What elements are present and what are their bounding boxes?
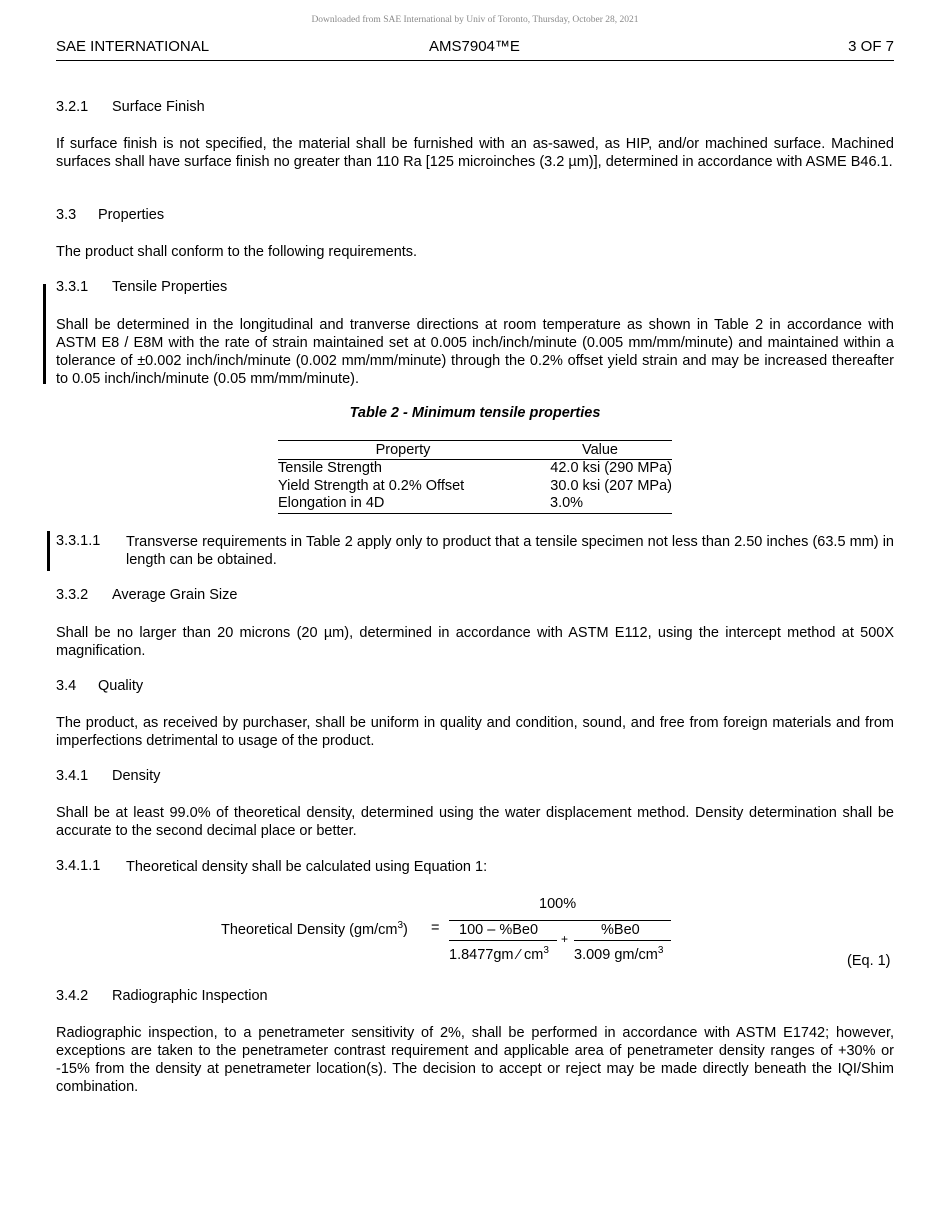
section-heading-3-4-2 [56,988,268,1004]
change-bar [47,531,50,571]
main-fraction-bar [449,920,671,921]
table-header-property: Property [278,441,528,460]
paragraph-theoretical-density: Theoretical density shall be calculated using Equation 1: [126,859,488,875]
paragraph-properties: The product shall conform to the following requirements. [56,244,418,260]
section-title: Average Grain Size [112,587,238,603]
paragraph-quality: The product, as received by purchaser, shall be uniform in quality and condition, sound, and free from foreign materials and from imperfections detrimental to usage of the product. [56,715,894,749]
page-header [56,38,894,61]
table-caption: Table 2 - Minimum tensile properties [349,405,601,421]
section-heading-3-2-1 [56,99,205,115]
table-cell-value: 42.0 ksi (290 MPa) [550,460,672,476]
download-watermark: Downloaded from SAE International by Univ of Toronto, Thursday, October 28, 2021 [311,15,639,25]
table-cell-property: Yield Strength at 0.2% Offset [278,477,465,494]
fraction1-bar [449,940,557,941]
section-number: 3.4.2 [56,988,89,1004]
section-number: 3.4 [56,678,77,694]
section-title: Properties [98,207,165,223]
section-number-3-3-1-1: 3.3.1.1 [56,533,101,549]
paragraph-grain-size: Shall be no larger than 20 microns (20 µm), determined in accordance with ASTM E112, using the intercept method at 500X magnification. [56,625,894,659]
equation-numerator: 100% [539,896,577,912]
section-heading-3-3 [56,207,165,223]
plus-sign: + [561,932,569,946]
fraction2-denominator: 3.009 $gm/cm^3$ [574,945,664,963]
section-heading-3-4-1 [56,768,161,784]
section-number: 3.3.1 [56,279,89,295]
equals-sign: = [431,920,440,936]
section-number: 3.3 [56,207,77,223]
table-cell-property: Tensile Strength [278,460,382,476]
section-heading-3-3-2 [56,587,238,603]
section-title: Density [112,768,161,784]
section-number: 3.3.2 [56,587,89,603]
table-row [278,460,672,478]
paragraph-tensile-properties: Shall be determined in the longitudinal and tranverse directions at room temperature as shown in Table 2 in accordance with ASTM E8 / E8M with the rate of strain maintained set at 0.005 inch/inch/minute (0.005 mm/mm/minute) and maintained within a tolerance of ±0.002 inch/inch/minute (0.002 mm/mm/minute) through the 0.2% offset yield strain and may be increased thereafter to 0.05 inch/inch/minute (0.05 mm/mm/minute). [56,317,894,387]
section-number-3-4-1-1: 3.4.1.1 [56,858,101,874]
change-bar [43,284,46,384]
section-title: Radiographic Inspection [112,988,268,1004]
paragraph-radiographic-inspection: Radiographic inspection, to a penetrameter sensitivity of 2%, shall be performed in accordance with ASTM E1742; however, exceptions are taken to the penetrameter contrast requirement and applicable area of penetrameter density ranges of +30% or -15% from the density at penetrameter location(s). The decision to accept or reject may be made directly beneath the IQI/Shim combination. [56,1025,894,1095]
paragraph-surface-finish: If surface finish is not specified, the material shall be furnished with an as-sawed, as HIP, and/or machined surface. Machined surfaces shall have surface finish no greater than 110 Ra [125 microinches (3.2 µm)], determined in accordance with ASME B46.1. [56,136,894,170]
equation-label: Theoretical Density $(gm/cm^3)$ [221,920,408,938]
section-heading-3-3-1 [56,279,228,295]
fraction1-numerator: 100 – %Be0 [459,922,539,938]
fraction1-denominator: 1.8477gm ⁄ $cm^3$ [449,945,549,963]
fraction2-numerator: %Be0 [601,922,640,938]
section-title: Tensile Properties [112,279,228,295]
header-document-number: AMS7904™E [429,38,520,55]
fraction2-bar [574,940,671,941]
section-title: Quality [98,678,144,694]
header-page-number: 3 OF 7 [848,38,894,55]
table-row [278,495,672,513]
table-cell-value: 3.0% [528,495,672,513]
section-number: 3.4.1 [56,768,89,784]
equation-tag: (Eq. 1) [847,953,891,969]
section-heading-3-4 [56,678,144,694]
tensile-properties-table [278,440,672,514]
section-title: Surface Finish [112,99,205,115]
header-organization: SAE INTERNATIONAL [56,38,210,55]
paragraph-transverse-requirements: Transverse requirements in Table 2 apply only to product that a tensile specimen not less than 2.50 inches (63.5 mm) in length can be obtained. [126,534,894,568]
table-header-value: Value [528,441,672,460]
table-cell-property: Elongation in 4D [278,495,528,513]
table-cell-value: 30.0 ksi (207 MPa) [550,477,672,494]
paragraph-density: Shall be at least 99.0% of theoretical density, determined using the water displacement method. Density determination shall be accurate to the second decimal place or better. [56,805,894,839]
section-number: 3.2.1 [56,99,89,115]
table-row [278,478,672,496]
